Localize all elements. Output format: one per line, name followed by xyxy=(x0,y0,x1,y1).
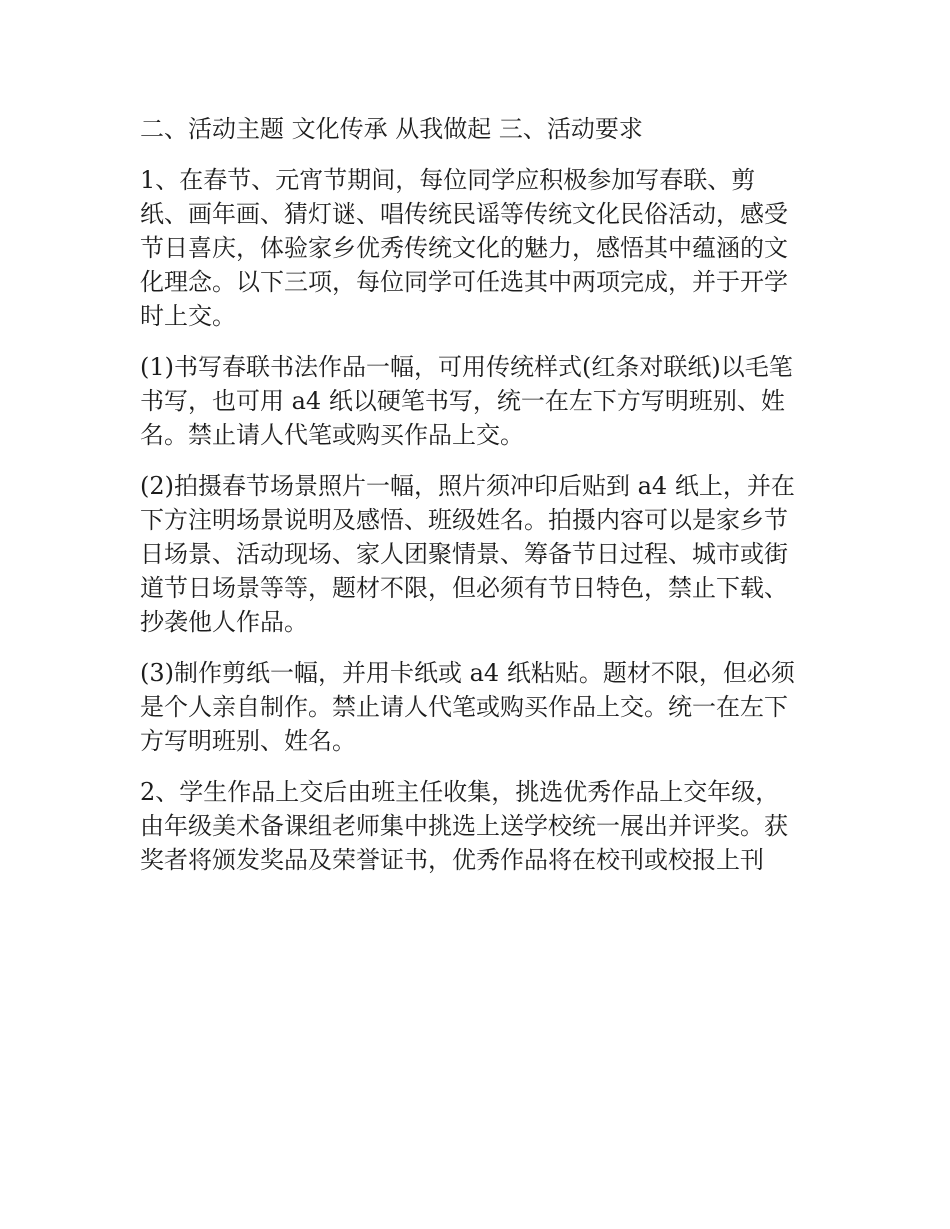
text-line: 时上交。 xyxy=(140,302,236,330)
section-heading-paragraph xyxy=(140,112,820,146)
item-3-paragraph xyxy=(140,656,820,758)
text-line: 是个人亲自制作。禁止请人代笔或购买作品上交。统一在左下 xyxy=(140,693,788,721)
item-2-paragraph xyxy=(140,469,820,639)
text-line: 名。禁止请人代笔或购买作品上交。 xyxy=(140,421,524,449)
text-line: 日场景、活动现场、家人团聚情景、筹备节日过程、城市或街 xyxy=(140,540,788,568)
requirement-1-paragraph xyxy=(140,163,820,333)
text-line: 化理念。以下三项，每位同学可任选其中两项完成，并于开学 xyxy=(140,268,788,296)
document-body xyxy=(140,112,820,894)
text-line: 书写，也可用 a4 纸以硬笔书写，统一在左下方写明班别、姓 xyxy=(140,387,785,415)
text-line: 下方注明场景说明及感悟、班级姓名。拍摄内容可以是家乡节 xyxy=(140,506,788,534)
text-line: 抄袭他人作品。 xyxy=(140,608,308,636)
text-line: 2、学生作品上交后由班主任收集，挑选优秀作品上交年级， xyxy=(140,778,780,806)
text-line: 由年级美术备课组老师集中挑选上送学校统一展出并评奖。获 xyxy=(140,812,788,840)
section-heading: 二、活动主题 文化传承 从我做起 三、活动要求 xyxy=(140,115,643,143)
text-line: (3)制作剪纸一幅，并用卡纸或 a4 纸粘贴。题材不限，但必须 xyxy=(140,659,795,687)
text-line: 纸、画年画、猜灯谜、唱传统民谣等传统文化民俗活动，感受 xyxy=(140,200,788,228)
text-line: 节日喜庆，体验家乡优秀传统文化的魅力，感悟其中蕴涵的文 xyxy=(140,234,788,262)
text-line: 奖者将颁发奖品及荣誉证书，优秀作品将在校刊或校报上刊 xyxy=(140,846,764,874)
item-1-paragraph xyxy=(140,350,820,452)
text-line: 方写明班别、姓名。 xyxy=(140,727,356,755)
requirement-2-paragraph xyxy=(140,775,820,877)
text-line: (1)书写春联书法作品一幅，可用传统样式(红条对联纸)以毛笔 xyxy=(140,353,793,381)
text-line: (2)拍摄春节场景照片一幅，照片须冲印后贴到 a4 纸上，并在 xyxy=(140,472,795,500)
text-line: 1、在春节、元宵节期间，每位同学应积极参加写春联、剪 xyxy=(140,166,756,194)
text-line: 道节日场景等等，题材不限，但必须有节日特色，禁止下载、 xyxy=(140,574,788,602)
